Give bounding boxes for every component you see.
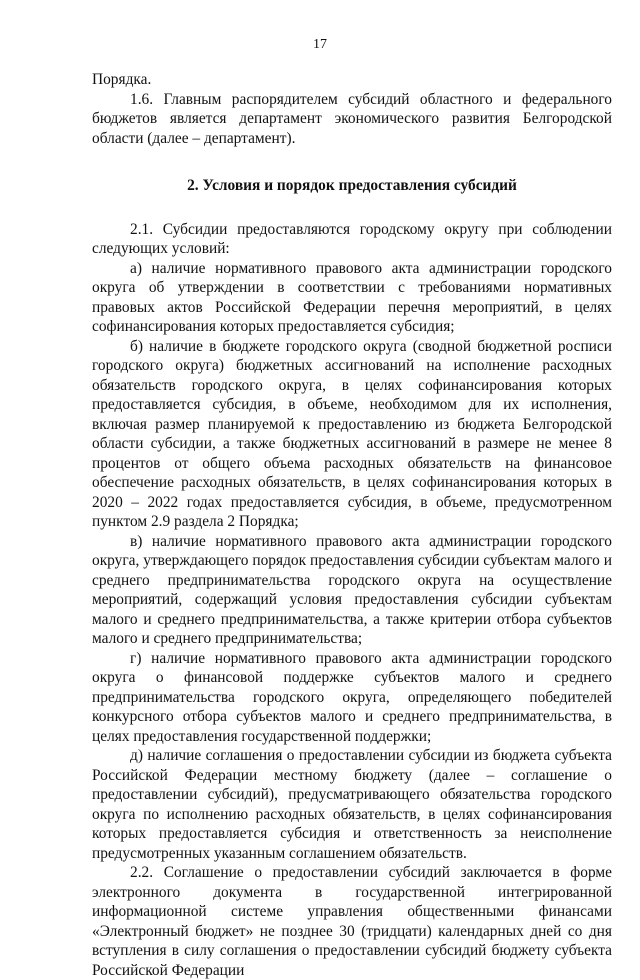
document-body bbox=[92, 70, 612, 980]
paragraph-1-6: 1.6. Главным распорядителем субсидий областного и федерального бюджетов является департамент экономического развития Белгородской области (далее – департамент). bbox=[92, 90, 612, 147]
paragraph-condition-g: г) наличие нормативного правового акта администрации городского округа о финансовой поддержке субъектов малого и среднего предпринимательства городского округа, определяющего победителей конкурсного отбора субъектов малого и среднего предпринимательства, в целях предоставления государственной поддержки; bbox=[92, 649, 612, 745]
paragraph-condition-b: б) наличие в бюджете городского округа (сводной бюджетной росписи городского округа) бюджетных ассигнований на исполнение расходных обязательств городского округа, в целях софинансирования которых предоставляется субсидия, в объеме, необходимом для их исполнения, включая размер планируемой к предоставлению из бюджета Белгородской области субсидии, а также бюджетных ассигнований в размере не менее 8 процентов от общего объема расходных обязательств на финансовое обеспечение расходных обязательств, в целях софинансирования которых в 2020 – 2022 годах предоставляется субсидия, в объеме, предусмотренном пунктом 2.9 раздела 2 Порядка; bbox=[92, 337, 612, 530]
section-heading: 2. Условия и порядок предоставления субсидий bbox=[187, 177, 517, 194]
paragraph-2-2: 2.2. Соглашение о предоставлении субсидий заключается в форме электронного документа в государственной интегрированной информационной системе управления общественными финансами «Электронный бюджет» не позднее 30 (тридцати) календарных дней со дня вступления в силу соглашения о предоставлении субсидий бюджету субъекта Российской Федерации bbox=[92, 864, 612, 979]
page-number: 17 bbox=[313, 37, 327, 52]
paragraph-condition-a: а) наличие нормативного правового акта администрации городского округа об утверждении в соответствии с требованиями нормативных правовых актов Российской Федерации перечня мероприятий, в целях софинансирования которых предоставляется субсидия; bbox=[92, 259, 612, 335]
paragraph-condition-d: д) наличие соглашения о предоставлении субсидии из бюджета субъекта Российской Федерации местному бюджету (далее – соглашение о предоставлении субсидий), предусматривающего обязательства городского округа по исполнению расходных обязательств, в целях софинансирования которых предоставляется субсидия и ответственность за неисполнение предусмотренных указанным соглашением обязательств. bbox=[92, 747, 612, 862]
paragraph-2-1: 2.1. Субсидии предоставляются городскому округу при соблюдении следующих условий: bbox=[92, 220, 612, 257]
paragraph-condition-v: в) наличие нормативного правового акта администрации городского округа, утверждающего порядок предоставления субсидии субъектам малого и среднего предпринимательства городского округа на осуществление мероприятий, содержащий условия предоставления субсидии субъектам малого и среднего предпринимательства, а также критерии отбора субъектов малого и среднего предпринимательства; bbox=[92, 532, 612, 647]
paragraph-continuation: Порядка. bbox=[92, 71, 152, 88]
